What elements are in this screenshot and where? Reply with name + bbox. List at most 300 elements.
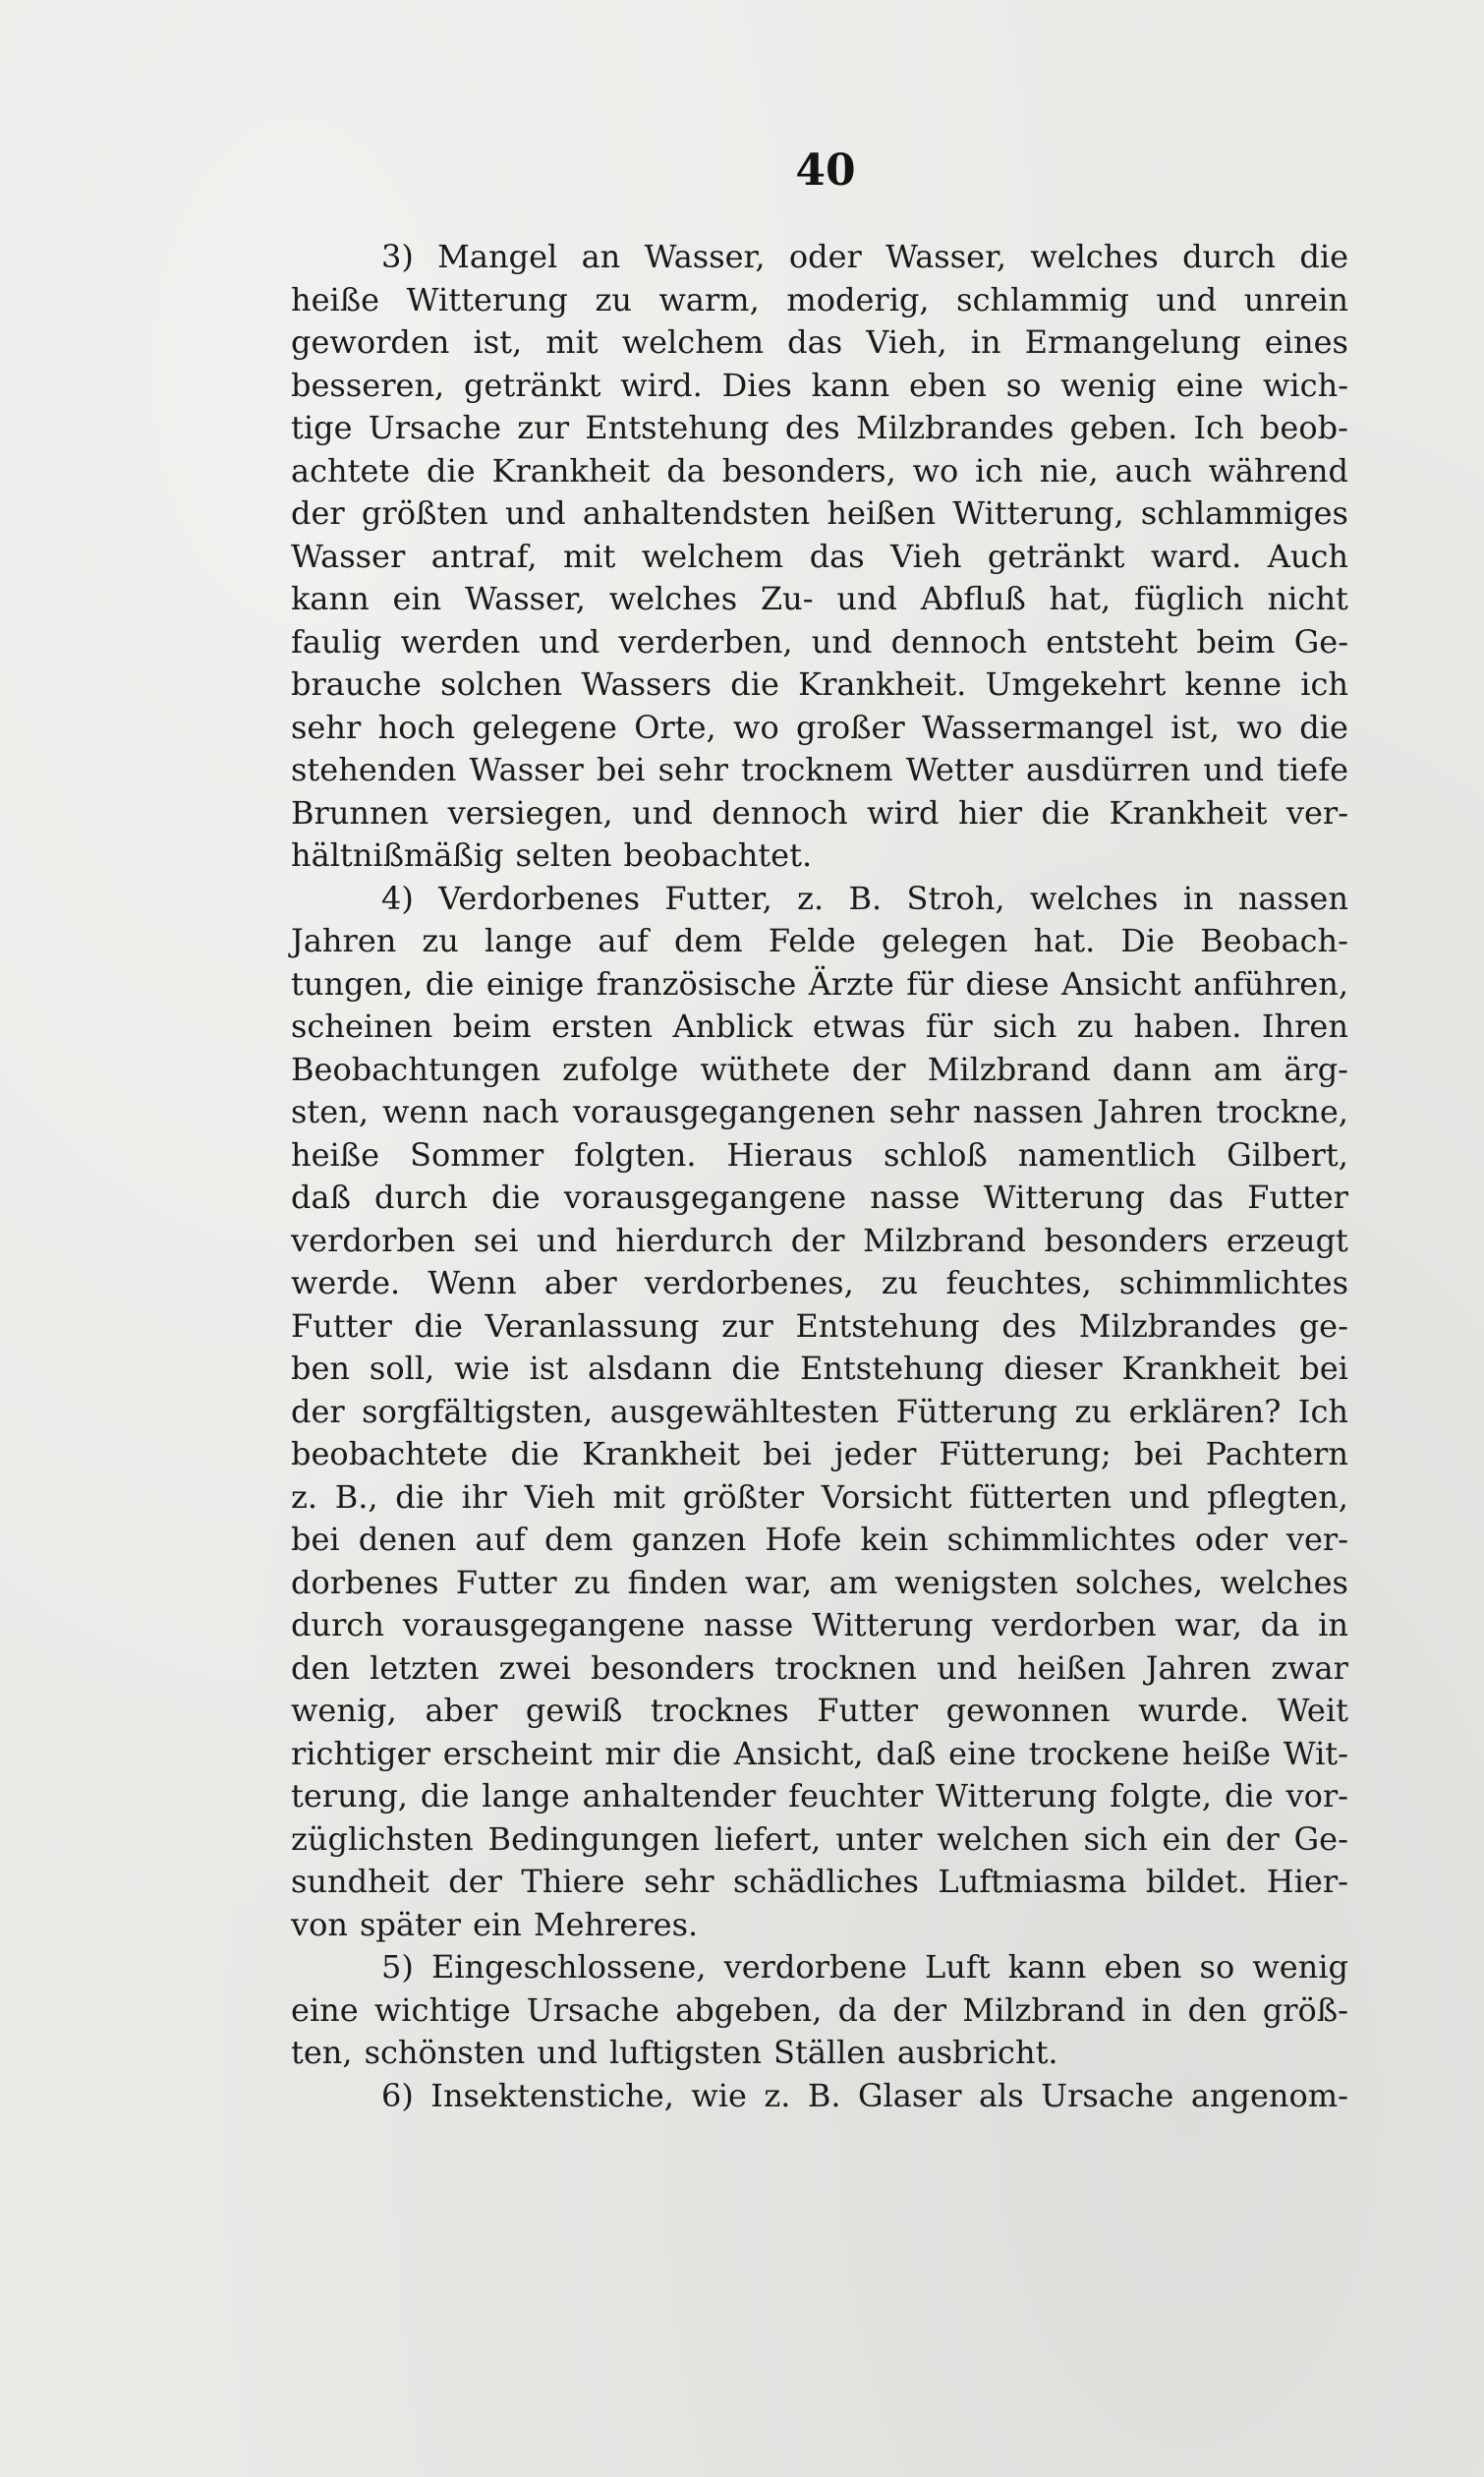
word: einige: [485, 964, 585, 1003]
word: zur: [517, 409, 570, 446]
word: dennoch: [890, 622, 1028, 661]
word: ausdürren: [1025, 751, 1191, 788]
word: besonders,: [721, 451, 896, 490]
word: stehenden: [291, 751, 457, 788]
word: kann: [291, 580, 370, 617]
word: ein: [1162, 1819, 1212, 1858]
word: da: [837, 1990, 878, 2029]
word: sehr: [291, 708, 362, 746]
word: größter: [682, 1477, 805, 1516]
word: Futter: [291, 1306, 392, 1345]
word: zufolge: [562, 1050, 679, 1088]
word: Brunnen: [291, 793, 429, 832]
word: Luft: [925, 1948, 991, 1986]
text-line: [291, 1305, 1348, 1349]
word: heiße: [1181, 1734, 1271, 1772]
word: welchem: [641, 537, 784, 575]
text-line: [291, 1391, 1348, 1434]
word: wenig: [1252, 1948, 1348, 1986]
word: und: [632, 793, 693, 832]
text-line: [291, 1476, 1348, 1520]
word: schimmlichtes: [1118, 1264, 1348, 1301]
word: namentlich: [1017, 1135, 1197, 1174]
word: welchen: [937, 1819, 1069, 1858]
word: Futter: [1247, 1179, 1348, 1216]
word: die: [672, 1734, 721, 1772]
word: Sommer: [410, 1135, 544, 1174]
word: besseren,: [291, 366, 445, 404]
word: zu: [573, 1563, 611, 1601]
word: ausgewähltesten: [609, 1392, 880, 1430]
word: Wassermangel: [922, 708, 1154, 746]
word: sundheit: [291, 1863, 429, 1900]
word: kein: [860, 1521, 929, 1558]
word: sei: [473, 1221, 519, 1259]
text-line: [291, 1006, 1348, 1049]
word: tungen,: [291, 964, 414, 1003]
word: schönsten: [364, 2034, 526, 2071]
word: beim: [1196, 622, 1276, 661]
word: bei: [1299, 1350, 1348, 1387]
word: Ursache: [526, 1990, 659, 2029]
word: der: [448, 1863, 502, 1900]
word: abgeben,: [675, 1990, 823, 2029]
word: Hier-: [1266, 1863, 1348, 1900]
word: haben.: [1133, 1008, 1242, 1045]
word: zur: [721, 1306, 773, 1345]
word: des: [1001, 1306, 1057, 1345]
word: unrein: [1243, 280, 1348, 318]
word: soll,: [369, 1350, 435, 1387]
word: alsdann: [588, 1350, 713, 1387]
word: besonders: [591, 1648, 755, 1687]
word: die: [510, 1435, 560, 1472]
text-line: [291, 1818, 1348, 1862]
word: diese: [965, 964, 1050, 1003]
word: hat.: [1033, 922, 1096, 959]
paragraph: [291, 2075, 1348, 2118]
word: heiße: [291, 1135, 380, 1174]
word: Entstehung: [799, 1350, 985, 1387]
word: beim: [452, 1008, 532, 1045]
word: kenne: [1184, 665, 1282, 703]
word: wird: [867, 793, 940, 832]
word: Hieraus: [726, 1135, 853, 1174]
word: ben: [291, 1350, 351, 1387]
word: wenn: [382, 1093, 469, 1130]
text-line: [291, 621, 1348, 664]
word: Beobach-: [1200, 922, 1348, 959]
word: Vorsicht: [821, 1477, 952, 1516]
word: heiße: [291, 280, 380, 318]
word: den: [1187, 1990, 1247, 2029]
word: Witterung: [406, 280, 568, 318]
word: ist: [529, 1350, 569, 1387]
word: sich: [1083, 1819, 1148, 1858]
word: sich: [993, 1008, 1057, 1045]
word: gewonnen: [945, 1692, 1111, 1729]
word: anführen,: [1193, 964, 1348, 1003]
word: eine: [291, 1990, 359, 2029]
word: und: [836, 580, 898, 617]
word: an: [581, 238, 621, 275]
word: folgte,: [1110, 1777, 1213, 1815]
word: wird.: [620, 366, 703, 404]
word: aber: [543, 1264, 617, 1301]
word: die: [395, 1477, 444, 1516]
word: zu: [1076, 1008, 1114, 1045]
word: B.: [807, 2076, 841, 2114]
word: zu: [881, 1264, 919, 1301]
word: für: [906, 964, 954, 1003]
word: Wasser: [291, 537, 406, 575]
word: welches: [1029, 879, 1159, 917]
word: bei: [1133, 1435, 1183, 1472]
text-line: [291, 2075, 1348, 2118]
word: oder: [1194, 1521, 1268, 1558]
word: hier: [957, 793, 1023, 832]
word: Ursache: [368, 409, 501, 446]
word: trocknen: [774, 1648, 917, 1687]
word: verdorbenes,: [644, 1264, 854, 1301]
word: 4): [381, 879, 414, 917]
word: auf: [475, 1521, 526, 1558]
word: eben: [909, 366, 987, 404]
word: Weit: [1277, 1692, 1348, 1729]
text-line: [291, 1177, 1348, 1220]
word: verdorben: [992, 1606, 1157, 1643]
word: Witterung,: [952, 494, 1124, 532]
word: ein: [392, 580, 442, 617]
text-line: [291, 1262, 1348, 1305]
word: erscheint: [442, 1734, 593, 1772]
word: ausbricht.: [896, 2034, 1058, 2071]
word: Pachtern: [1205, 1435, 1348, 1472]
word: in: [1318, 1606, 1348, 1643]
word: von: [291, 1905, 348, 1943]
word: Milzbrandes: [1078, 1306, 1278, 1345]
word: schloß: [883, 1135, 988, 1174]
word: durch: [291, 1606, 384, 1643]
word: Vieh,: [866, 323, 947, 361]
word: Ge-: [1293, 1819, 1348, 1858]
word: mit: [545, 323, 599, 361]
word: wie: [454, 1350, 510, 1387]
word: kann: [811, 366, 890, 404]
text-line: [291, 1690, 1348, 1733]
word: Wasser,: [644, 238, 766, 275]
word: denen: [358, 1521, 457, 1558]
word: die: [427, 451, 476, 490]
word: Bedingungen: [487, 1819, 701, 1858]
word: durch: [1182, 238, 1277, 275]
word: so: [1005, 366, 1042, 404]
word: die: [420, 1777, 470, 1815]
text-line: [291, 835, 1348, 878]
word: war,: [1174, 1606, 1242, 1643]
word: die: [1299, 238, 1348, 275]
word: ihr: [461, 1477, 507, 1516]
word: heißen: [1016, 1648, 1126, 1687]
word: Hofe: [765, 1521, 842, 1558]
word: hierdurch: [615, 1221, 773, 1259]
word: Dies: [721, 366, 792, 404]
word: in: [1141, 1990, 1172, 2029]
word: dennoch: [712, 793, 848, 832]
word: vorausgegangene: [402, 1606, 686, 1643]
word: und: [937, 1648, 998, 1687]
word: terung,: [291, 1777, 408, 1815]
word: tige: [291, 409, 353, 446]
word: Ställen: [773, 2034, 885, 2071]
word: 6): [381, 2076, 414, 2114]
word: beobachtete: [291, 1435, 488, 1472]
text-line: [291, 1134, 1348, 1178]
word: welchem: [621, 323, 765, 361]
word: Milzbrand: [927, 1050, 1091, 1088]
word: das: [787, 323, 843, 361]
word: Ich: [1193, 409, 1244, 446]
word: jeder: [833, 1435, 917, 1472]
word: fütterten: [969, 1477, 1113, 1516]
word: ist,: [473, 323, 523, 361]
word: solches,: [1075, 1563, 1204, 1601]
word: ganzen: [631, 1521, 747, 1558]
text-line: [291, 365, 1348, 408]
paragraph: [291, 878, 1348, 1947]
word: Beobachtungen: [291, 1050, 541, 1088]
word: Veranlassung: [485, 1306, 700, 1345]
word: Witterung: [936, 1777, 1098, 1815]
word: sehr: [888, 1093, 960, 1130]
word: war,: [744, 1563, 813, 1601]
paragraph: [291, 236, 1348, 878]
word: entsteht: [1046, 622, 1178, 661]
word: besonders: [1044, 1221, 1209, 1259]
word: zwar: [1271, 1648, 1348, 1687]
word: Jahren: [291, 922, 397, 959]
word: der: [291, 494, 345, 532]
word: ist,: [1170, 708, 1220, 746]
word: hat,: [1049, 580, 1112, 617]
word: Ansicht,: [733, 1734, 864, 1772]
word: feuchtes,: [945, 1264, 1092, 1301]
word: Witterung: [812, 1606, 974, 1643]
word: z.: [797, 879, 825, 917]
word: letzten: [370, 1648, 480, 1687]
word: Gilbert,: [1227, 1135, 1348, 1174]
word: mir: [604, 1734, 660, 1772]
word: dem: [543, 1521, 613, 1558]
word: eine: [1175, 366, 1244, 404]
word: daß: [291, 1179, 351, 1216]
word: Krankheit: [491, 451, 651, 490]
word: da: [666, 451, 706, 490]
word: züglichsten: [291, 1819, 474, 1858]
word: ver-: [1285, 1521, 1348, 1558]
word: wie: [691, 2076, 747, 2114]
text-line: [291, 279, 1348, 322]
text-line: [291, 536, 1348, 579]
word: der: [1226, 1819, 1280, 1858]
word: schimmlichtes: [946, 1521, 1176, 1558]
word: tiefe: [1277, 751, 1348, 788]
word: verdorben: [291, 1221, 456, 1259]
word: wurde.: [1138, 1692, 1249, 1729]
word: Ansicht: [1060, 964, 1181, 1003]
word: Vieh: [524, 1477, 596, 1516]
word: Milzbrand: [962, 1990, 1126, 2029]
word: getränkt: [987, 537, 1125, 575]
word: ein: [473, 1905, 522, 1943]
word: selten: [515, 836, 612, 874]
word: und: [537, 2034, 598, 2071]
word: Umgekehrt: [985, 665, 1167, 703]
text-line: [291, 1733, 1348, 1776]
word: nicht: [1267, 580, 1348, 617]
word: schlammig: [956, 280, 1129, 318]
word: und: [1203, 751, 1265, 788]
word: trocknes: [650, 1692, 789, 1729]
word: füglich: [1133, 580, 1244, 617]
word: bei: [763, 1435, 812, 1472]
word: heißen: [827, 494, 937, 532]
text-line: [291, 663, 1348, 707]
word: sorgfältigsten,: [362, 1392, 594, 1430]
word: dorbenes: [291, 1563, 439, 1601]
word: während: [1208, 451, 1348, 490]
word: welches: [1030, 238, 1159, 275]
word: Ärzte: [808, 964, 894, 1003]
word: und: [537, 1221, 598, 1259]
word: z.: [764, 2076, 791, 2114]
word: die: [1224, 1777, 1274, 1815]
word: erklären?: [1128, 1392, 1282, 1430]
word: schlammiges: [1140, 494, 1348, 532]
word: Krankheit.: [798, 665, 967, 703]
word: die: [425, 964, 475, 1003]
word: mit: [562, 537, 616, 575]
word: dem: [673, 922, 743, 959]
word: anhaltender: [582, 1777, 776, 1815]
word: feuchter: [788, 1777, 924, 1815]
word: in: [970, 323, 1001, 361]
word: moderig,: [786, 280, 930, 318]
word: geben.: [1069, 409, 1178, 446]
word: am: [1213, 1050, 1263, 1088]
word: Mangel: [437, 238, 558, 275]
word: Wenn: [428, 1264, 517, 1301]
word: pflegten,: [1207, 1477, 1348, 1516]
word: vor-: [1285, 1777, 1348, 1815]
word: nasse: [870, 1179, 960, 1216]
word: und: [811, 622, 873, 661]
text-line: [291, 1989, 1348, 2033]
word: und: [539, 622, 600, 661]
text-line: [291, 1647, 1348, 1691]
word: solchen: [440, 665, 563, 703]
word: am: [828, 1563, 879, 1601]
word: Glaser: [857, 2076, 962, 2114]
word: sten,: [291, 1093, 369, 1130]
word: Ihren: [1261, 1008, 1348, 1045]
word: Krankheit: [582, 1435, 741, 1472]
word: Insektenstiche,: [430, 2076, 674, 2114]
word: die: [491, 1179, 541, 1216]
word: Thiere: [521, 1863, 625, 1900]
word: der: [851, 1050, 906, 1088]
word: vorausgegangene: [563, 1179, 847, 1216]
word: größten: [361, 494, 488, 532]
text-line: [291, 749, 1348, 792]
word: auf: [598, 922, 649, 959]
word: welches: [608, 580, 738, 617]
text-line: [291, 1519, 1348, 1562]
word: ward.: [1150, 537, 1242, 575]
word: gewiß: [525, 1692, 623, 1729]
word: das: [1169, 1179, 1225, 1216]
word: Jahren: [1097, 1093, 1203, 1130]
word: erzeugt: [1226, 1221, 1348, 1259]
word: ich: [1300, 665, 1348, 703]
word: und: [504, 494, 566, 532]
text-line: [291, 492, 1348, 536]
word: angenom-: [1190, 2076, 1348, 2114]
word: Die: [1120, 922, 1175, 959]
word: wüthete: [700, 1050, 830, 1088]
word: schädliches: [732, 1863, 919, 1900]
word: wenig,: [291, 1692, 397, 1729]
word: trockene: [1028, 1734, 1170, 1772]
word: nie,: [1039, 451, 1099, 490]
word: B.: [848, 879, 883, 917]
word: nassen: [973, 1093, 1084, 1130]
page-number: 40: [795, 145, 856, 196]
text-line: [291, 2032, 1348, 2075]
word: Wit-: [1283, 1734, 1348, 1772]
word: Wasser: [469, 751, 584, 788]
word: dieser: [1003, 1350, 1103, 1387]
word: folgten.: [574, 1135, 697, 1174]
word: nassen: [1237, 879, 1348, 917]
word: großer: [796, 708, 905, 746]
word: auch: [1114, 451, 1192, 490]
text-line: [291, 578, 1348, 621]
word: nasse: [703, 1606, 794, 1643]
word: für: [925, 1008, 973, 1045]
text-line: [291, 236, 1348, 279]
word: Ge-: [1293, 622, 1348, 661]
word: Jahren: [1145, 1648, 1252, 1687]
word: Wassers: [581, 665, 713, 703]
word: eines: [1264, 323, 1348, 361]
word: die: [1041, 793, 1091, 832]
word: Orte,: [634, 708, 716, 746]
word: B.,: [334, 1477, 378, 1516]
word: oder: [788, 238, 862, 275]
word: luftigsten: [608, 2034, 763, 2071]
word: eben: [1104, 1948, 1182, 1986]
text-line: [291, 1604, 1348, 1647]
word: Luftmiasma: [938, 1863, 1127, 1900]
text-line: [291, 1220, 1348, 1263]
word: Stroh,: [906, 879, 1005, 917]
word: Entstehung: [585, 409, 770, 446]
word: beobachtet.: [623, 836, 813, 874]
word: getränkt: [463, 366, 601, 404]
word: Auch: [1267, 537, 1348, 575]
word: Fütterung: [895, 1392, 1058, 1430]
